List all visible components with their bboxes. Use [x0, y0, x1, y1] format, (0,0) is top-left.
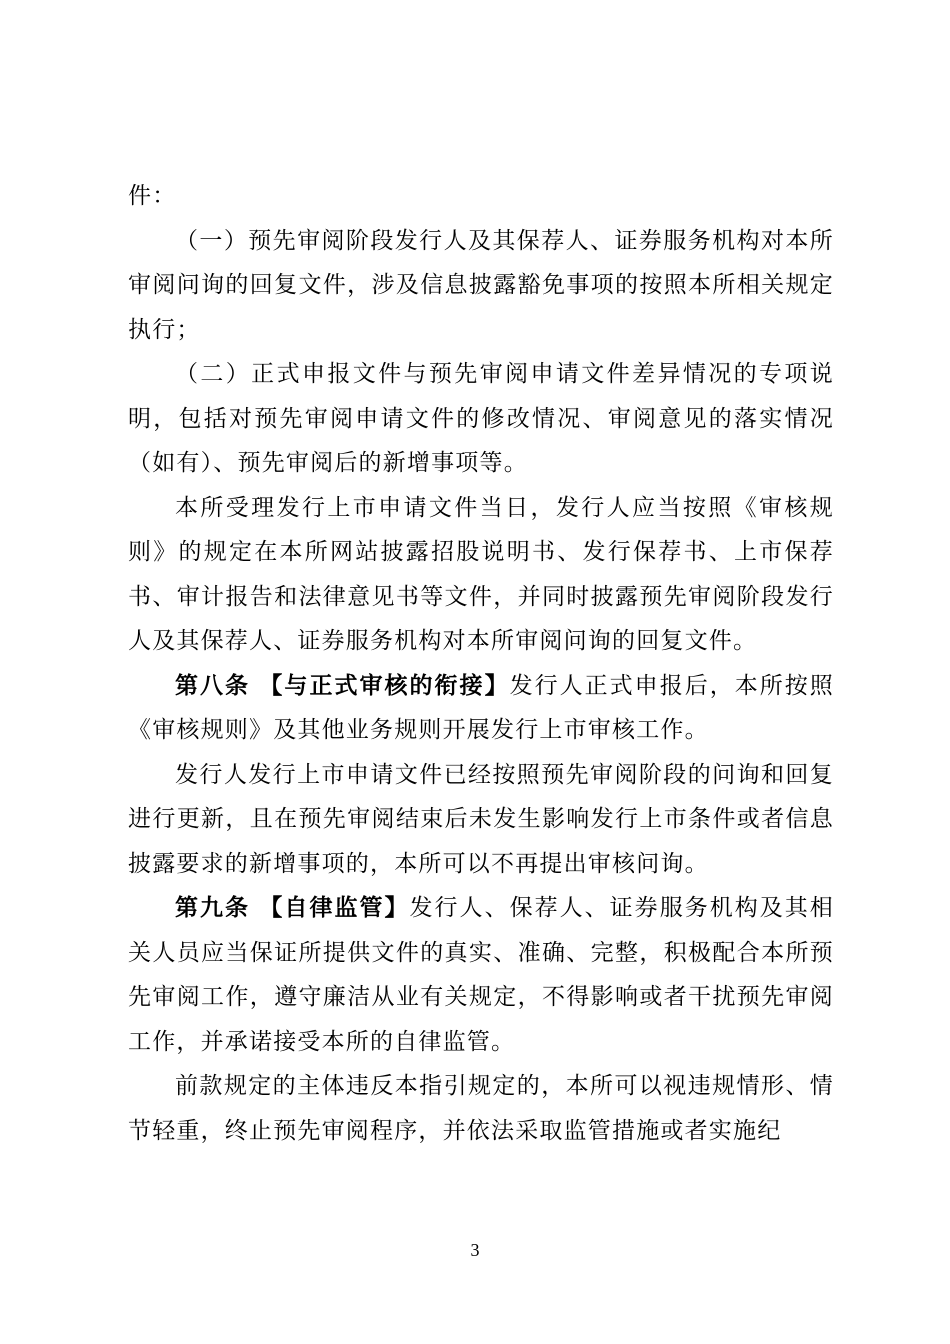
paragraph-text: 件：	[128, 183, 177, 209]
article-9-title: 【自律监管】	[259, 894, 410, 921]
article-8-text: 发行人正式申报后，本所按照《审核规则》及其他业务规则开展发行上市审核工作。	[128, 672, 835, 743]
paragraph-text: 发行人发行上市申请文件已经按照预先审阅阶段的问询和回复进行更新，且在预先审阅结束后未发生影响发行上市条件或者信息披露要求的新增事项的，本所可以不再提出审核问询。	[128, 761, 834, 877]
article-9-number: 第九条	[175, 894, 251, 921]
page-number: 3	[470, 1240, 480, 1260]
article-9-text: 发行人、保荐人、证券服务机构及其相关人员应当保证所提供文件的真实、准确、完整，积极配合本所预先审阅工作，遵守廉洁从业有关规定，不得影响或者干扰预先审阅工作，并承诺接受本所的自律监管。	[128, 895, 835, 1055]
paragraph-disclosure	[128, 486, 834, 664]
article-9	[128, 886, 834, 1064]
article-8-title: 【与正式审核的衔接】	[259, 671, 510, 699]
paragraph-continuation	[128, 174, 834, 219]
article-8	[128, 664, 834, 753]
paragraph-item-1	[128, 219, 834, 353]
paragraph-text: （二）正式申报文件与预先审阅申请文件差异情况的专项说明，包括对预先审阅申请文件的修改情况、审阅意见的落实情况（如有）、预先审阅后的新增事项等。	[128, 361, 834, 476]
paragraph-article-8-detail	[128, 753, 834, 887]
paragraph-text: （一）预先审阅阶段发行人及其保荐人、证券服务机构对本所审阅问询的回复文件，涉及信息披露豁免事项的按照本所相关规定执行；	[128, 227, 834, 343]
paragraph-article-9-detail	[128, 1064, 834, 1153]
document-body	[128, 174, 834, 1153]
paragraph-text: 前款规定的主体违反本指引规定的，本所可以视违规情形、情节轻重，终止预先审阅程序，并依法采取监管措施或者实施纪	[128, 1073, 834, 1144]
paragraph-item-2	[128, 352, 834, 486]
paragraph-text: 本所受理发行上市申请文件当日，发行人应当按照《审核规则》的规定在本所网站披露招股说明书、发行保荐书、上市保荐书、审计报告和法律意见书等文件，并同时披露预先审阅阶段发行人及其保荐人、证券服务机构对本所审阅问询的回复文件。	[128, 494, 834, 654]
article-8-number: 第八条	[175, 671, 251, 699]
